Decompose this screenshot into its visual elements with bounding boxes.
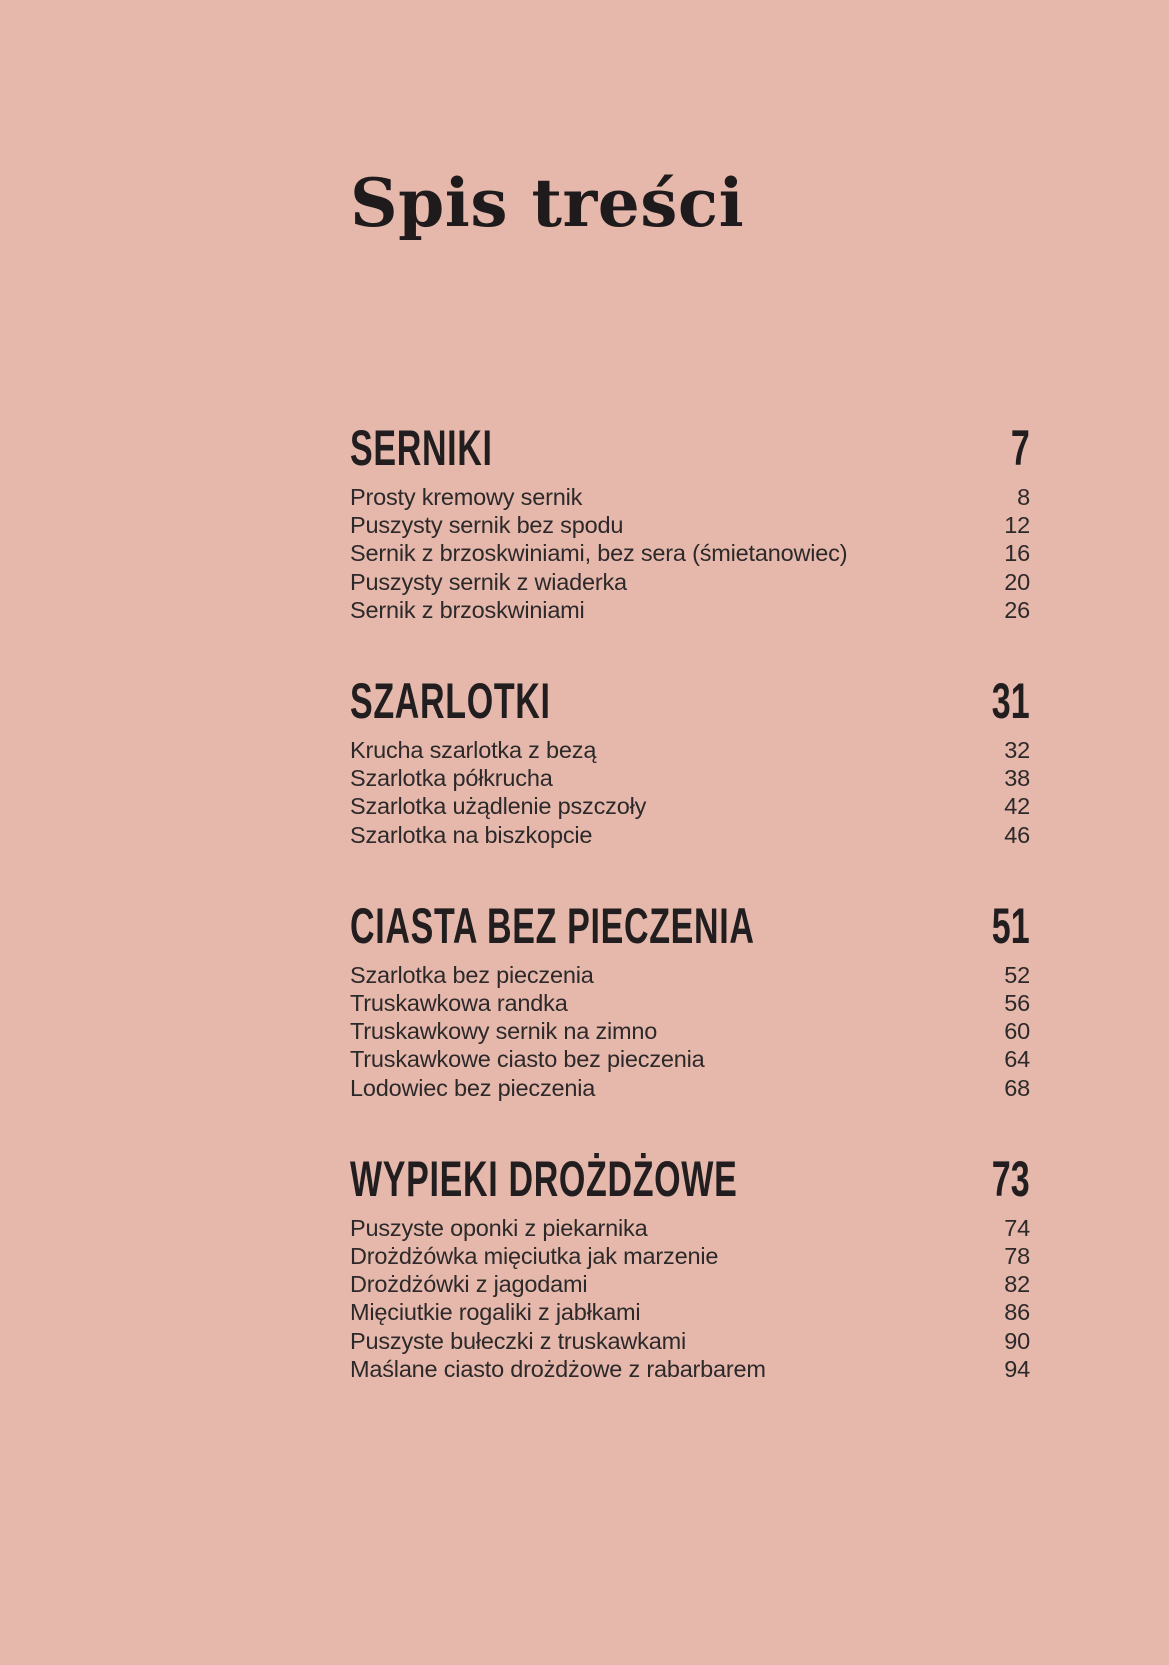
toc-entry-page-number: 74 [1004,1214,1030,1241]
toc-entry [350,539,1030,567]
toc-entry-title: Truskawkowa randka [350,990,568,1017]
toc-section [350,1150,1030,1383]
toc-entry-title: Prosty kremowy sernik [350,484,583,510]
toc-entry [350,483,1030,511]
toc-entry-page-number: 16 [1004,540,1030,567]
toc-entry [350,764,1030,792]
toc-entry [350,1355,1030,1383]
toc-entry-title: Szarlotka użądlenie pszczoły [350,793,647,820]
toc-entry-page-number: 38 [1004,765,1030,792]
toc-entry-title: Puszyste bułeczki z truskawkami [350,1327,686,1354]
toc-entry [350,1270,1030,1298]
toc-entry-page-number: 42 [1004,793,1030,820]
toc-entry-title: Puszyste oponki z piekarnika [350,1214,648,1241]
section-heading-row [350,1150,1030,1207]
toc-entry-title: Sernik z brzoskwiniami [350,596,585,623]
toc-entry-title: Maślane ciasto drożdżowe z rabarbarem [350,1355,766,1382]
section-page-number: 51 [992,897,1030,954]
toc-entry-page-number: 68 [1004,1074,1030,1101]
toc-entry-title: Lodowiec bez pieczenia [350,1074,596,1101]
toc-entry-page-number: 52 [1004,961,1030,988]
toc-entry-title: Drożdżówki z jagodami [350,1271,588,1298]
toc-sections [350,420,1030,1383]
section-entry-list [350,736,1030,849]
toc-entry-title: Puszysty sernik z wiaderka [350,568,627,595]
section-heading-row [350,897,1030,954]
toc-entry-title: Szarlotka półkrucha [350,765,553,792]
toc-entry [350,736,1030,764]
section-page-number: 73 [992,1150,1030,1207]
toc-entry-page-number: 86 [1004,1299,1030,1326]
toc-entry-page-number: 90 [1004,1327,1030,1354]
toc-section [350,420,1030,624]
toc-entry-page-number: 12 [1004,512,1030,539]
toc-entry [350,1045,1030,1073]
toc-entry-title: Mięciutkie rogaliki z jabłkami [350,1299,641,1326]
toc-entry-title: Sernik z brzoskwiniami, bez sera (śmietanowiec) [350,540,848,567]
section-entry-list [350,1214,1030,1383]
toc-entry-page-number: 64 [1004,1046,1030,1073]
section-heading: CIASTA BEZ PIECZENIA [350,897,755,954]
section-entry-list [350,483,1030,624]
toc-entry [350,568,1030,596]
toc-entry [350,989,1030,1017]
toc-entry [350,821,1030,849]
toc-entry [350,1214,1030,1242]
toc-section [350,673,1030,849]
section-heading: WYPIEKI DROŻDŻOWE [350,1150,738,1207]
section-heading: SZARLOTKI [350,673,551,730]
toc-entry [350,1242,1030,1270]
section-entry-list [350,961,1030,1102]
toc-entry-page-number: 8 [1017,484,1030,510]
section-heading: SERNIKI [350,420,493,476]
toc-entry-title: Truskawkowe ciasto bez pieczenia [350,1046,705,1073]
section-page-number: 7 [1011,420,1030,476]
toc-entry-page-number: 20 [1004,568,1030,595]
toc-entry [350,1298,1030,1326]
toc-entry-title: Krucha szarlotka z bezą [350,737,597,764]
toc-entry-page-number: 26 [1004,596,1030,623]
toc-entry-title: Szarlotka na biszkopcie [350,821,593,848]
section-heading-row [350,420,1030,476]
section-page-number: 31 [992,673,1030,730]
toc-entry-page-number: 78 [1004,1243,1030,1270]
section-heading-row [350,673,1030,730]
toc-entry-page-number: 56 [1004,990,1030,1017]
toc-section [350,897,1030,1102]
toc-entry [350,511,1030,539]
toc-entry-page-number: 94 [1004,1355,1030,1382]
toc-entry [350,1327,1030,1355]
toc-entry-page-number: 46 [1004,821,1030,848]
toc-entry [350,1074,1030,1102]
toc-entry [350,596,1030,624]
toc-entry [350,792,1030,820]
toc-entry-page-number: 82 [1004,1271,1030,1298]
toc-entry-title: Drożdżówka mięciutka jak marzenie [350,1243,719,1270]
toc-entry [350,961,1030,989]
page-title: Spis treści [350,164,745,242]
toc-entry-title: Puszysty sernik bez spodu [350,512,624,539]
toc-entry-page-number: 60 [1004,1018,1030,1045]
toc-entry-page-number: 32 [1004,737,1030,764]
toc-entry-title: Szarlotka bez pieczenia [350,961,594,988]
toc-entry-title: Truskawkowy sernik na zimno [350,1018,658,1045]
toc-entry [350,1017,1030,1045]
